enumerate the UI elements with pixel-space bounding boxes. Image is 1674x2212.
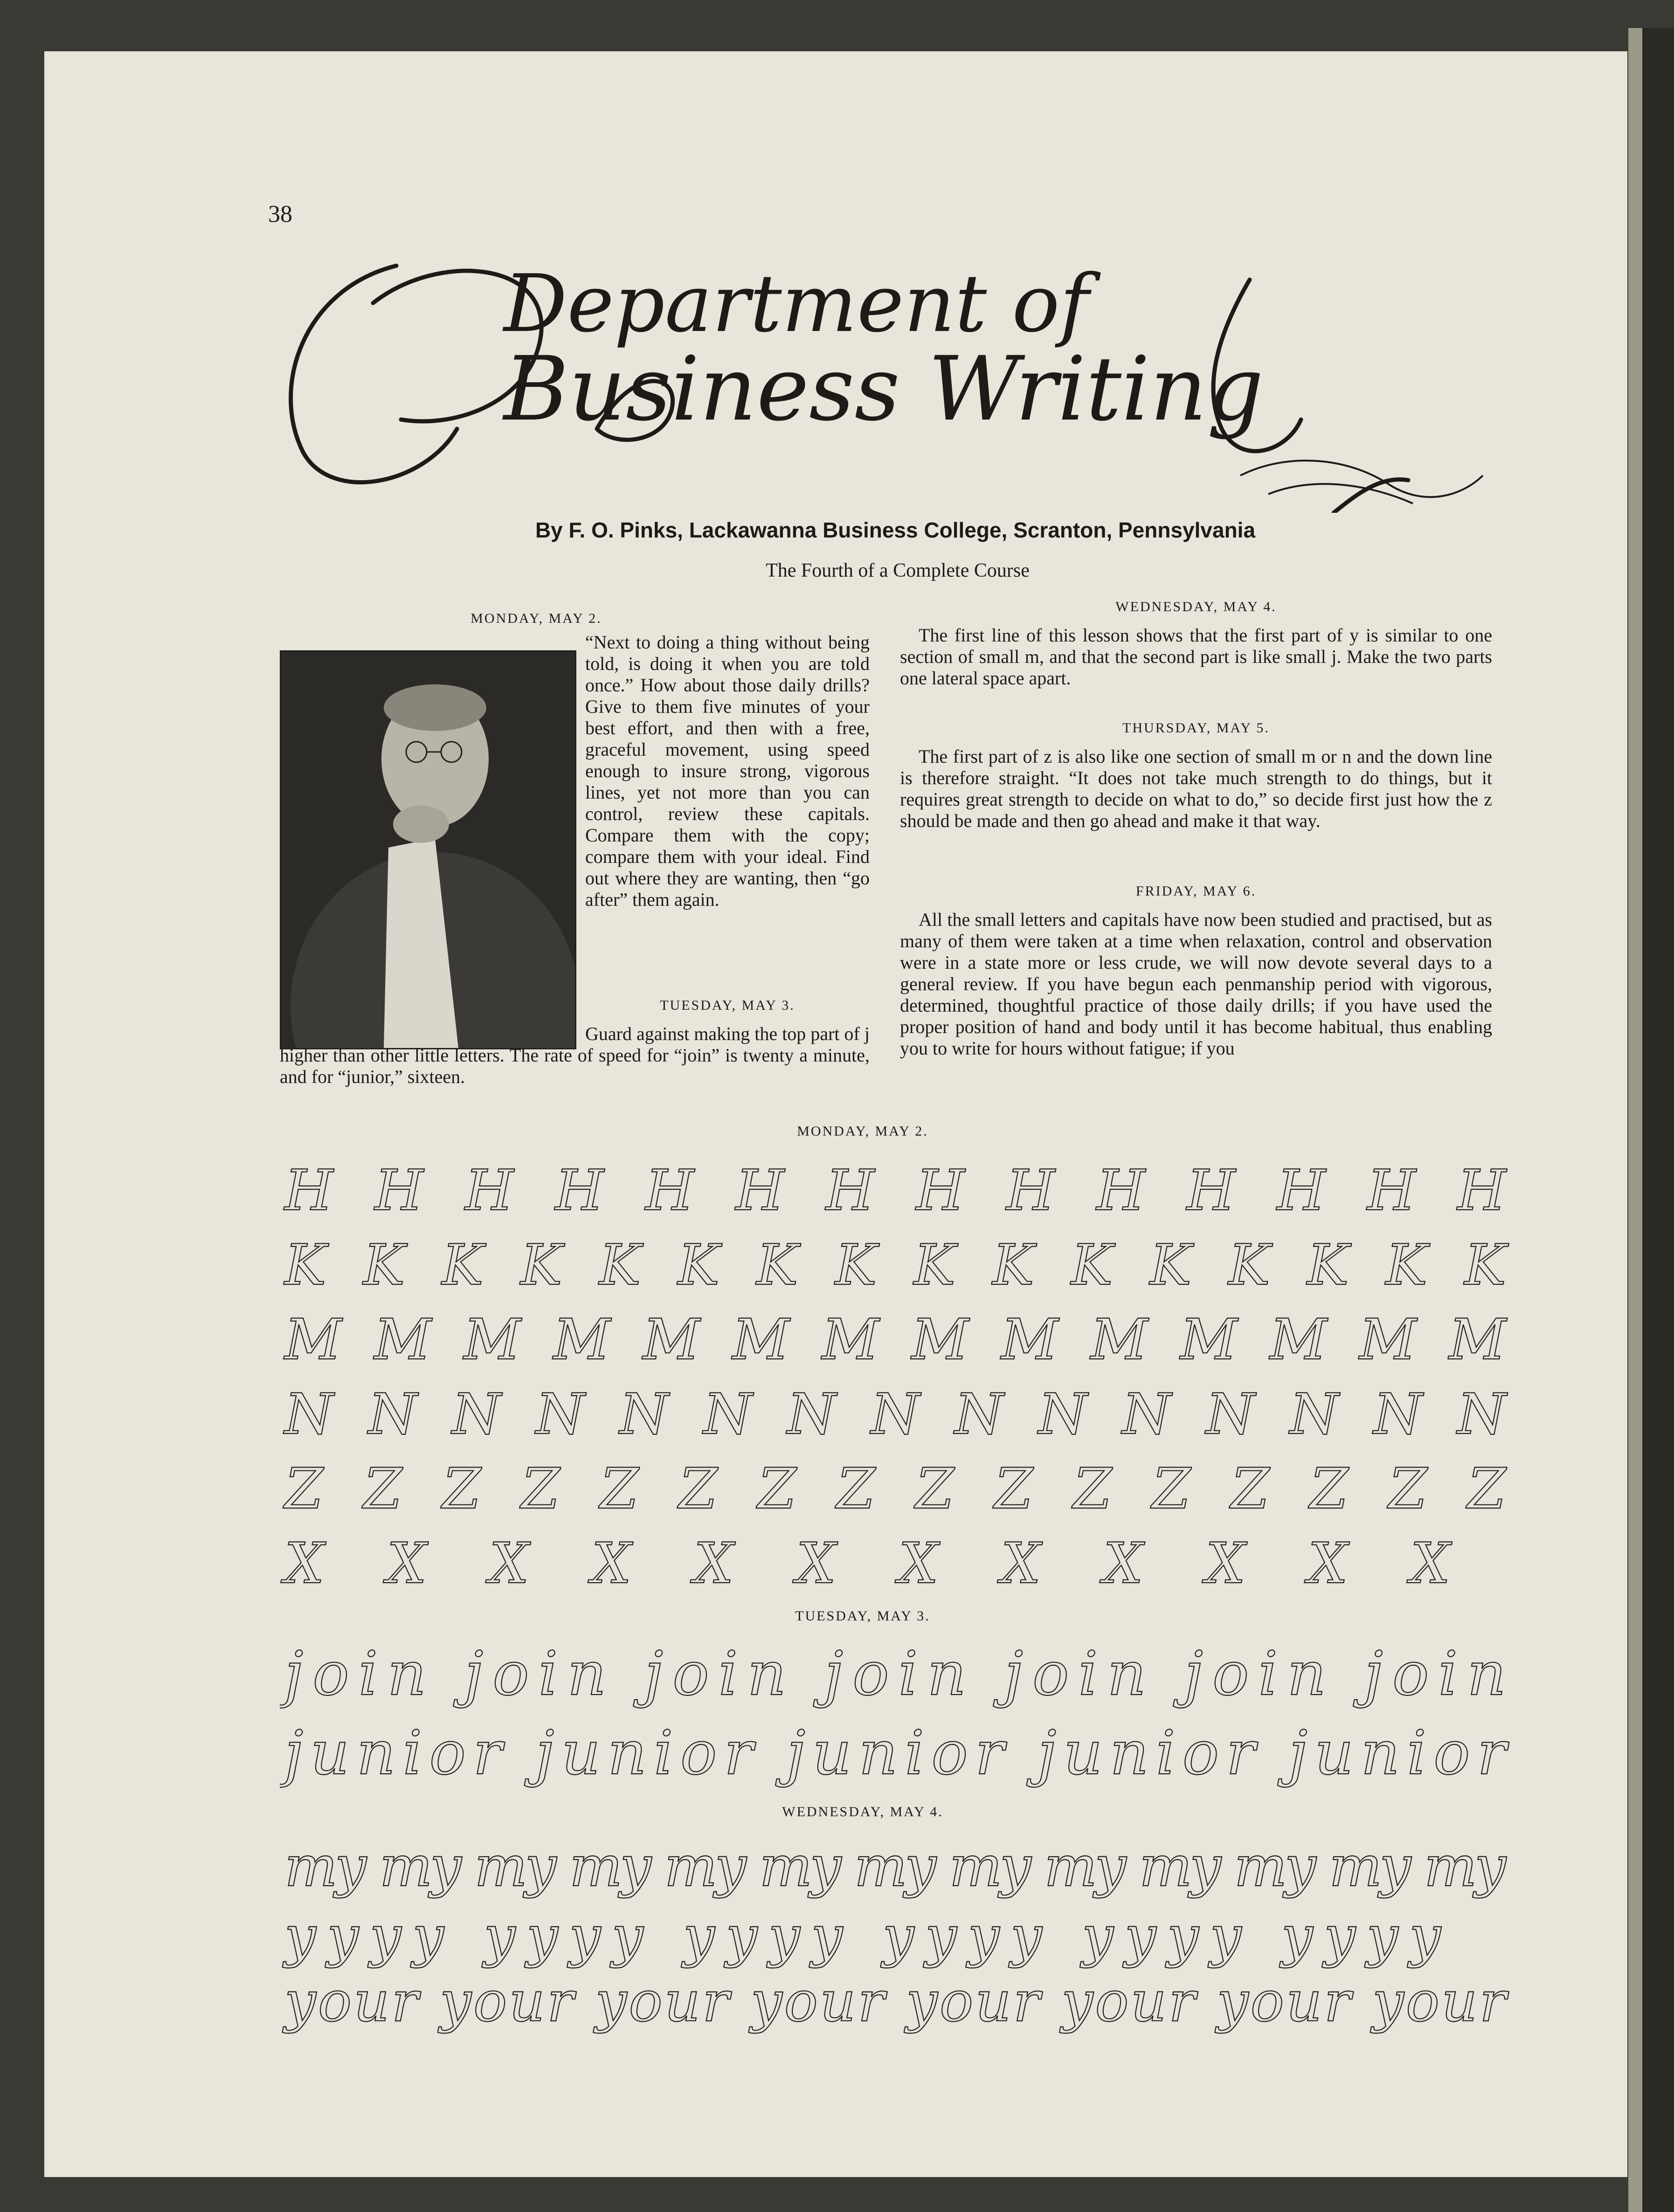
thursday-paragraph [900, 746, 1492, 832]
monday-paragraph [585, 632, 870, 910]
wednesday-label: WEDNESDAY, MAY 4. [1115, 599, 1277, 614]
copy-row-yyyy-text: yyyy yyyy yyyy yyyy yyyy yyyy [284, 1904, 1441, 1969]
copy-row-junior [280, 1720, 1515, 1790]
wednesday-text: The first line of this lesson shows that the first part of y is similar to one section of small m, and that the second part is like small j. Make the two parts one lateral space apart. [900, 625, 1492, 689]
tuesday-label: TUESDAY, MAY 3. [660, 998, 795, 1013]
title-line1: Department of [504, 258, 1089, 350]
copy-row-my [280, 1832, 1515, 1902]
copy-row-junior-text: junior junior junior junior junior [284, 1720, 1506, 1788]
tuesday-text: Guard against making the top part of j higher than other little letters. The rate of speed for “join” is twenty a minute, and for “junior,” sixteen. [280, 1023, 870, 1087]
copy-row-n-text: N N N N N N N N N N N N N N N [284, 1382, 1507, 1447]
copy-row-k [280, 1231, 1515, 1301]
thursday-text: The first part of z is also like one section of small m or n and the down line is therefore straight. “It does not take much strength to do things, but it requires great strength to decide on what to do,” so decide first just how the z should be made and then go ahead and make it that way. [900, 746, 1492, 831]
copy-row-join [280, 1641, 1515, 1711]
friday-paragraph [900, 909, 1492, 1059]
copy-row-m [280, 1305, 1515, 1375]
copy-row-h [280, 1156, 1515, 1226]
copy-row-x-text: X X X X X X X X X X X X [284, 1531, 1451, 1596]
friday-text: All the small letters and capitals have now been studied and practised, but as many of them were taken at a time when relaxation, control and observation were in a state more or less crude, we will now devote several days to a general review. If you have begun each penmanship period with vigorous, determined, thoughtful practice of those daily drills; if you have used the proper position of hand and body until it has become habitual, thus enabling you to write for hours without fatigue; if you [900, 909, 1492, 1059]
page-number: 38 [268, 201, 292, 227]
copies-tuesday-label: TUESDAY, MAY 3. [795, 1608, 930, 1624]
copy-row-your-text: your your your your your your your your [284, 1970, 1506, 2034]
title-line2: Business Writing [504, 338, 1264, 441]
page-edge [1628, 28, 1642, 2212]
copy-row-your [280, 1967, 1515, 2037]
copy-row-join-text: join join join join join join join [284, 1641, 1506, 1709]
wednesday-paragraph [900, 625, 1492, 689]
copy-row-n [280, 1380, 1515, 1450]
monday-text: “Next to doing a thing without being told, is doing it when you are told once.” How about those daily drills? Give to them five minutes of your best effort, and then with a free, graceful movement, using speed enough to insure strong, vigorous lines, yet not more than you can control, review these capitals. Compare them with the copy; compare them with your ideal. Find out where they are wanting, then “go after” them again. [585, 632, 870, 910]
thursday-label: THURSDAY, MAY 5. [1122, 720, 1270, 736]
copy-row-z-text: Z Z Z Z Z Z Z Z Z Z Z Z Z Z Z Z [284, 1457, 1506, 1522]
copy-row-k-text: K K K K K K K K K K K K K K K K [284, 1233, 1506, 1298]
copies-monday-label: MONDAY, MAY 2. [797, 1123, 928, 1139]
title-banner [261, 233, 1501, 513]
copy-row-z [280, 1454, 1515, 1524]
byline: By F. O. Pinks, Lackawanna Business College, Scranton, Pennsylvania [535, 518, 1256, 542]
copy-row-my-text: my my my my my my my my my my my my my [284, 1834, 1506, 1899]
copy-row-m-text: M M M M M M M M M M M M M M [284, 1308, 1506, 1372]
copy-row-h-text: H H H H H H H H H H H H H H [284, 1158, 1506, 1223]
copies-wednesday-label: WEDNESDAY, MAY 4. [782, 1804, 943, 1819]
copy-row-yyyy [280, 1902, 1515, 1972]
tuesday-paragraph [280, 1023, 870, 1088]
friday-label: FRIDAY, MAY 6. [1135, 883, 1257, 899]
author-photo [280, 650, 576, 1049]
copy-row-x [280, 1529, 1515, 1599]
monday-label: MONDAY, MAY 2. [470, 611, 602, 626]
subtitle: The Fourth of a Complete Course [766, 560, 1030, 581]
